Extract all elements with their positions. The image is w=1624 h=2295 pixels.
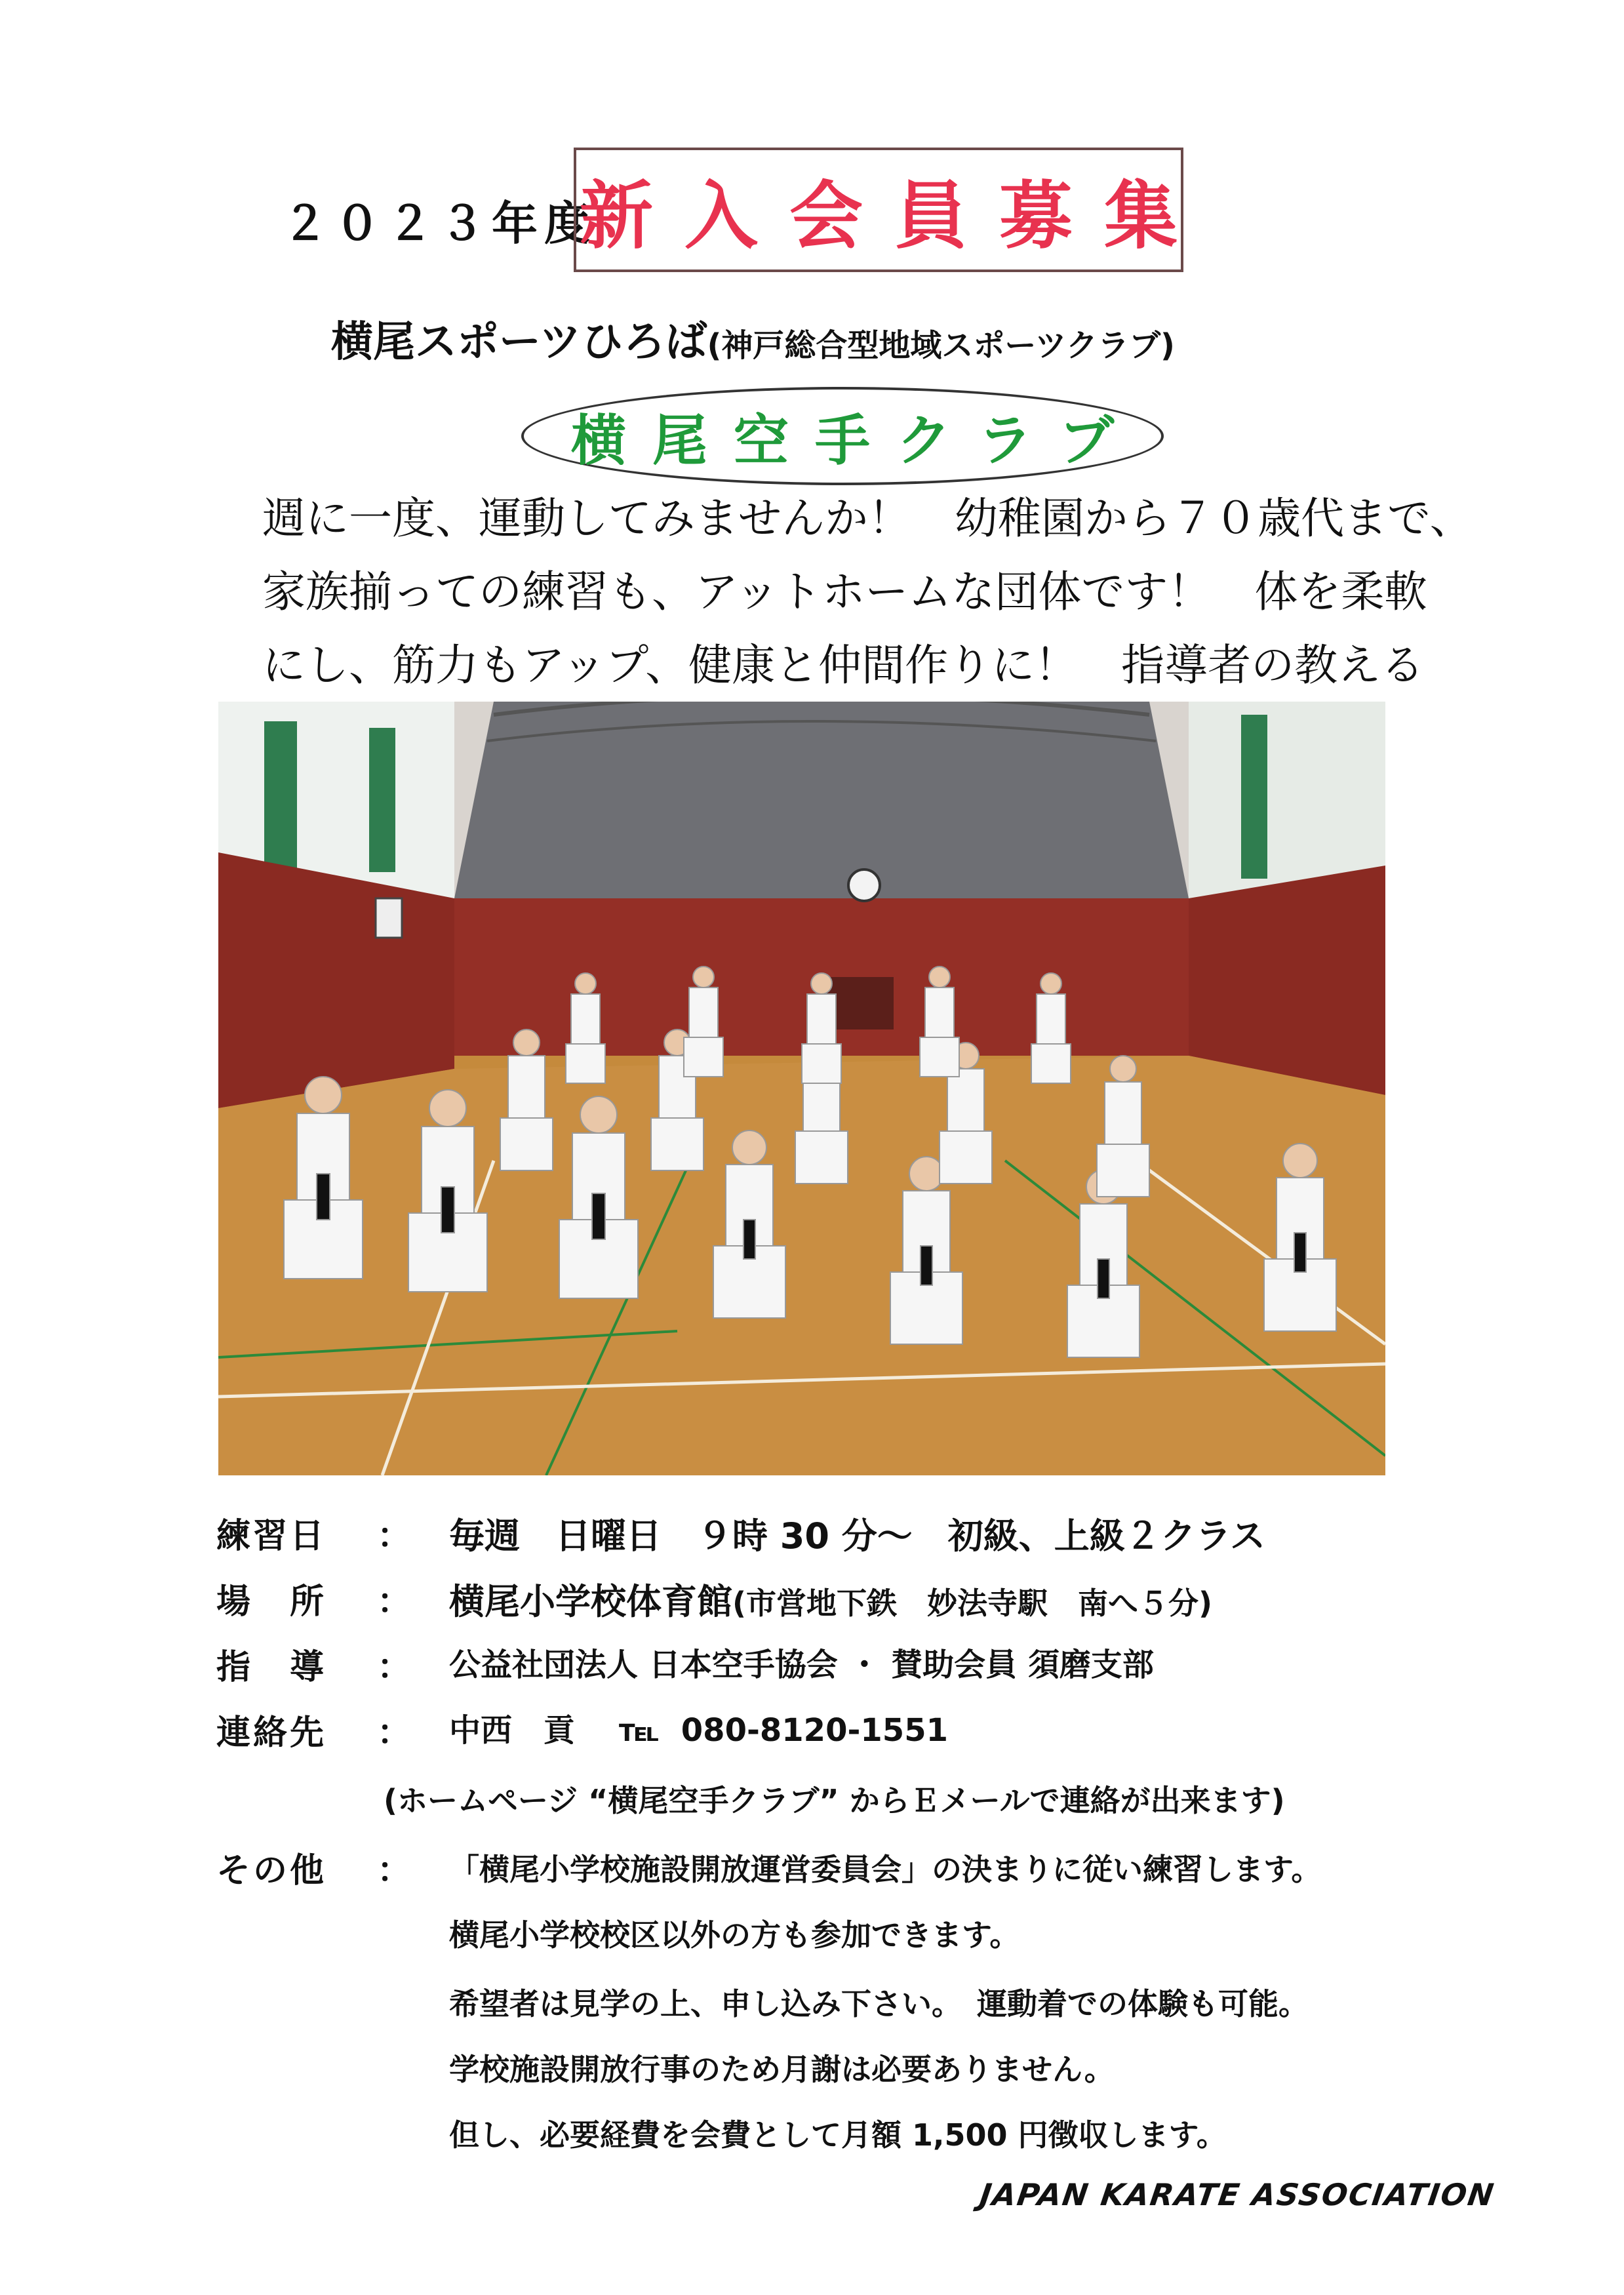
contact-phone: 080-8120-1551	[681, 1712, 948, 1749]
contact-label: 連絡先	[216, 1713, 327, 1753]
other-line: 「横尾小学校施設開放運営委員会」の決まりに従い練習します。	[449, 1852, 1322, 1887]
intro-line: にし、筋力もアップ、健康と仲間作りに！ 指導者の教える	[262, 640, 1425, 690]
practice-label: 練習日	[216, 1517, 327, 1556]
association-footer: JAPAN KARATE ASSOCIATION	[978, 2177, 1497, 2212]
contact-name: 中西 貢	[449, 1712, 576, 1749]
colon: ：	[377, 1851, 412, 1890]
other-line: 学校施設開放行事のため月謝は必要ありません。	[449, 2052, 1115, 2087]
place-name: 横尾小学校体育館	[449, 1581, 732, 1622]
colon: ：	[377, 1517, 412, 1556]
other-line: 希望者は見学の上、申し込み下さい。 運動着での体験も可能。	[449, 1986, 1309, 2022]
practice-value: 毎週 日曜日 ９時 30 分～ 初級、上級２クラス	[449, 1515, 1266, 1557]
club-ellipse	[521, 387, 1164, 485]
place-note: (市営地下鉄 妙法寺駅 南へ５分)	[732, 1586, 1213, 1621]
other-line: 横尾小学校校区以外の方も参加できます。	[449, 1917, 1020, 1953]
organization-name	[331, 308, 1175, 369]
year-label: ２０２３年度	[282, 197, 597, 250]
other-line: 但し、必要経費を会費として月額 1,500 円徴収します。	[449, 2117, 1227, 2153]
contact-note: (ホームページ “横尾空手クラブ” からＥメールで連絡が出来ます)	[384, 1783, 1285, 1818]
recruitment-title: 新入会員募集	[580, 173, 1209, 259]
intro-line: 週に一度、運動してみませんか！ 幼稚園から７０歳代まで、	[262, 493, 1473, 544]
instruction-value: 公益社団法人 日本空手協会 ・ 賛助会員 須磨支部	[449, 1646, 1154, 1683]
place-value	[449, 1574, 1212, 1624]
place-label: 場 所	[216, 1582, 327, 1622]
organization-main: 横尾スポーツひろば	[331, 318, 707, 367]
instruction-label: 指 導	[216, 1648, 327, 1687]
phone-icon: ℡	[618, 1712, 660, 1749]
colon: ：	[377, 1582, 412, 1622]
colon: ：	[377, 1713, 412, 1753]
other-label: その他	[216, 1851, 327, 1890]
organization-subtitle: (神戸総合型地域スポーツクラブ)	[707, 327, 1175, 364]
title-box	[574, 148, 1209, 272]
club-name: 横尾空手クラブ	[570, 408, 1140, 473]
karate-practice-photo	[218, 702, 1385, 1475]
intro-line: 家族揃っての練習も、アットホームな団体です！ 体を柔軟	[262, 567, 1428, 617]
contact-value	[449, 1705, 948, 1750]
colon: ：	[377, 1648, 412, 1687]
